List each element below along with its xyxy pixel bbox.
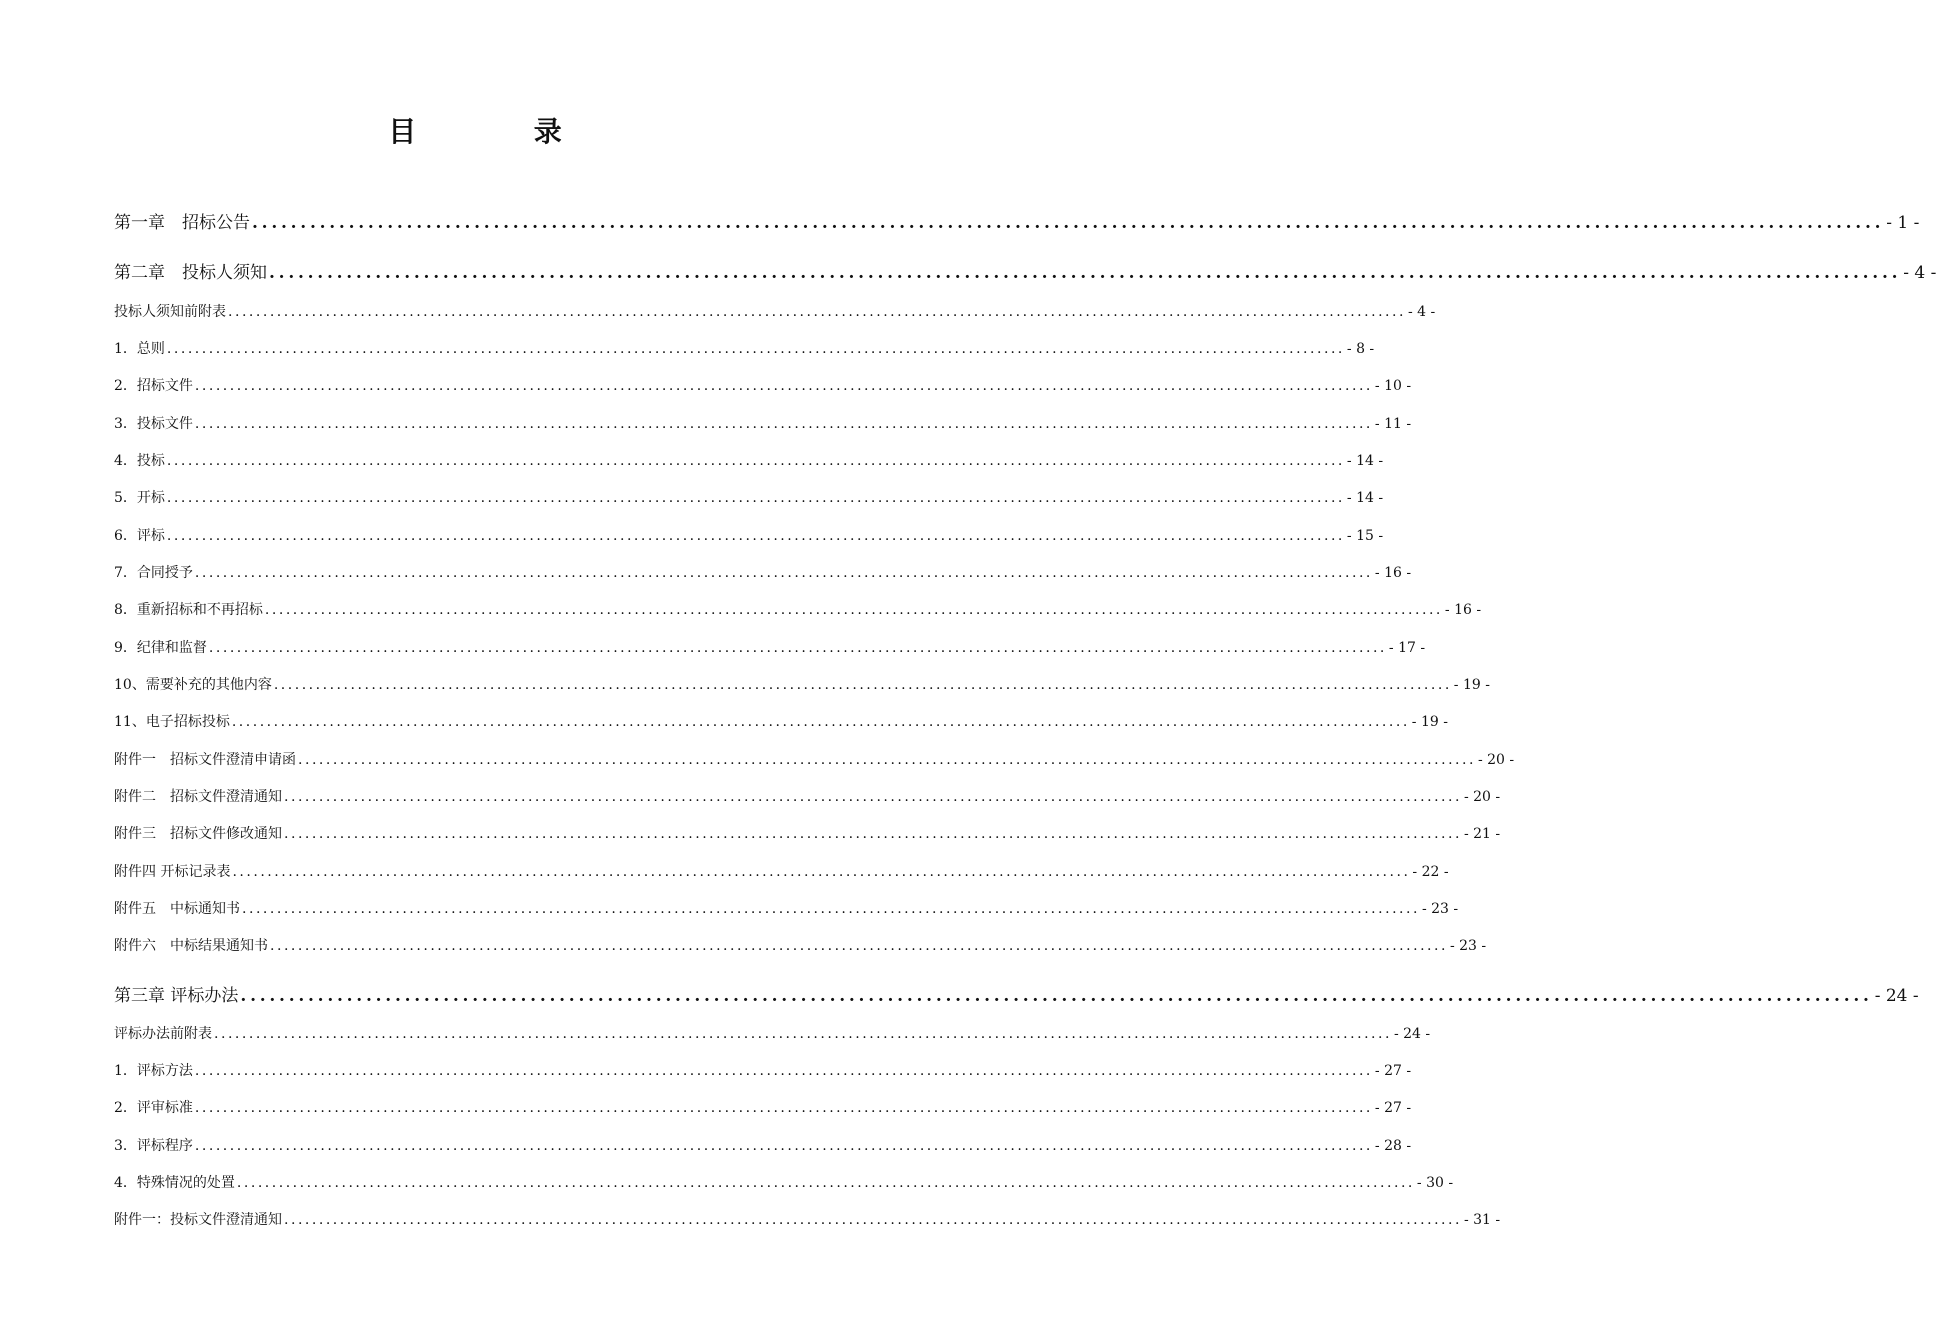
toc-leader-dots: ......................................................................................................................................................................... (269, 263, 1902, 283)
toc-entry-label: 2．招标文件 (114, 378, 193, 394)
toc-leader-dots: ......................................................................................................................................................................... (264, 602, 1443, 618)
toc-entry-page: - 17 - (1388, 640, 1426, 656)
toc-entry-label: 5．开标 (114, 490, 165, 506)
toc-entry-label: 4．投标 (114, 453, 165, 469)
toc-entry-label: 1．评标方法 (114, 1063, 193, 1079)
toc-leader-dots: ......................................................................................................................................................................... (273, 677, 1452, 693)
toc-entry[interactable] (114, 1135, 1412, 1157)
toc-entry-label: 附件五 中标通知书 (114, 901, 240, 917)
toc-leader-dots: ......................................................................................................................................................................... (284, 789, 1462, 805)
toc-entry-label: 11、电子招标投标 (114, 714, 230, 730)
toc-leader-dots: ......................................................................................................................................................................... (194, 565, 1373, 581)
toc-entry-label: 投标人须知前附表 (114, 304, 226, 320)
toc-leader-dots: ......................................................................................................................................................................... (194, 416, 1373, 432)
toc-entry-page: - 31 - (1463, 1212, 1501, 1228)
page-title: 目 录 (388, 115, 607, 148)
toc-entry[interactable] (114, 823, 1501, 845)
toc-entry-page: - 24 - (1393, 1026, 1431, 1042)
toc-entry-page: - 16 - (1374, 565, 1412, 581)
toc-entry-label: 2．评审标准 (114, 1100, 193, 1116)
toc-entry-page: - 28 - (1374, 1138, 1412, 1154)
toc-entry-page: - 8 - (1346, 341, 1375, 357)
toc-entry[interactable] (114, 637, 1426, 659)
toc-entry[interactable] (114, 711, 1448, 733)
toc-entry[interactable] (114, 375, 1412, 397)
toc-entry-page: - 10 - (1374, 378, 1412, 394)
toc-entry-label: 附件一：投标文件澄清通知 (114, 1212, 282, 1228)
toc-entry[interactable] (114, 1023, 1431, 1045)
toc-leader-dots: ......................................................................................................................................................................... (194, 1138, 1373, 1154)
toc-entry-page: - 27 - (1374, 1063, 1412, 1079)
toc-leader-dots: ......................................................................................................................................................................... (240, 986, 1873, 1006)
toc-entry[interactable] (114, 749, 1515, 771)
toc-leader-dots: ......................................................................................................................................................................... (194, 1063, 1373, 1079)
toc-leader-dots: ......................................................................................................................................................................... (232, 864, 1411, 880)
toc-entry-page: - 14 - (1346, 490, 1384, 506)
toc-entry[interactable] (114, 210, 1920, 236)
toc-entry-label: 3．评标程序 (114, 1138, 193, 1154)
toc-entry[interactable] (114, 786, 1501, 808)
toc-entry-label: 附件一 招标文件澄清申请函 (114, 752, 296, 768)
toc-entry-label: 10、需要补充的其他内容 (114, 677, 272, 693)
toc-entry-page: - 20 - (1477, 752, 1515, 768)
toc-entry[interactable] (114, 599, 1482, 621)
toc-entry-label: 第一章 招标公告 (114, 213, 250, 233)
toc-leader-dots: ......................................................................................................................................................................... (194, 378, 1373, 394)
toc-leader-dots: ......................................................................................................................................................................... (242, 901, 1420, 917)
toc-entry-label: 8．重新招标和不再招标 (114, 602, 263, 618)
toc-entry-page: - 21 - (1463, 826, 1501, 842)
toc-entry-page: - 19 - (1453, 677, 1490, 693)
toc-entry-label: 第二章 投标人须知 (114, 263, 267, 283)
toc-entry[interactable] (114, 674, 1490, 696)
toc-leader-dots: ......................................................................................................................................................................... (214, 1026, 1392, 1042)
toc-entry[interactable] (114, 861, 1449, 883)
toc-entry[interactable] (114, 1209, 1501, 1231)
toc-entry-label: 第三章 评标办法 (114, 986, 239, 1006)
toc-entry-page: - 1 - (1886, 213, 1920, 233)
toc-entry-label: 评标办法前附表 (114, 1026, 212, 1042)
toc-leader-dots: ......................................................................................................................................................................... (252, 213, 1885, 233)
toc-leader-dots: ......................................................................................................................................................................... (166, 453, 1345, 469)
toc-entry[interactable] (114, 898, 1459, 920)
toc-entry[interactable] (114, 338, 1375, 360)
toc-entry-page: - 15 - (1346, 528, 1384, 544)
toc-entry-page: - 22 - (1412, 864, 1449, 880)
toc-entry-label: 附件四 开标记录表 (114, 864, 231, 880)
toc-entry-label: 附件六 中标结果通知书 (114, 938, 268, 954)
toc-entry-label: 4．特殊情况的处置 (114, 1175, 235, 1191)
toc-leader-dots: ......................................................................................................................................................................... (284, 826, 1462, 842)
toc-entry-page: - 19 - (1411, 714, 1448, 730)
toc-entry-page: - 23 - (1449, 938, 1487, 954)
toc-leader-dots: ......................................................................................................................................................................... (166, 341, 1345, 357)
toc-entry-page: - 20 - (1463, 789, 1501, 805)
toc-leader-dots: ......................................................................................................................................................................... (270, 938, 1448, 954)
toc-leader-dots: ......................................................................................................................................................................... (298, 752, 1476, 768)
toc-entry[interactable] (114, 413, 1412, 435)
toc-entry[interactable] (114, 525, 1384, 547)
toc-entry-page: - 11 - (1374, 416, 1412, 432)
toc-entry-page: - 30 - (1416, 1175, 1454, 1191)
toc-entry[interactable] (114, 1097, 1412, 1119)
toc-leader-dots: ......................................................................................................................................................................... (236, 1175, 1415, 1191)
toc-entry-page: - 4 - (1407, 304, 1436, 320)
toc-entry[interactable] (114, 562, 1412, 584)
toc-entry-page: - 14 - (1346, 453, 1384, 469)
toc-entry-label: 3．投标文件 (114, 416, 193, 432)
toc-entry-label: 9．纪律和监督 (114, 640, 207, 656)
toc-entry-label: 1．总则 (114, 341, 165, 357)
toc-entry[interactable] (114, 1060, 1412, 1082)
toc-entry[interactable] (114, 487, 1384, 509)
toc-entry-page: - 24 - (1874, 986, 1919, 1006)
toc-entry-label: 附件二 招标文件澄清通知 (114, 789, 282, 805)
toc-entry-page: - 27 - (1374, 1100, 1412, 1116)
toc-entry-page: - 23 - (1421, 901, 1459, 917)
toc-entry[interactable] (114, 450, 1384, 472)
toc-leader-dots: ......................................................................................................................................................................... (228, 304, 1406, 320)
toc-entry-page: - 16 - (1444, 602, 1482, 618)
toc-leader-dots: ......................................................................................................................................................................... (194, 1100, 1373, 1116)
toc-leader-dots: ......................................................................................................................................................................... (231, 714, 1410, 730)
toc-entry[interactable] (114, 935, 1487, 957)
toc-entry[interactable] (114, 1172, 1454, 1194)
toc-entry-label: 6．评标 (114, 528, 165, 544)
toc-entry[interactable] (114, 260, 1936, 286)
toc-leader-dots: ......................................................................................................................................................................... (166, 490, 1345, 506)
toc-entry-page: - 4 - (1903, 263, 1936, 283)
toc-entry-label: 7．合同授予 (114, 565, 193, 581)
toc-entry[interactable] (114, 983, 1919, 1009)
toc-leader-dots: ......................................................................................................................................................................... (166, 528, 1345, 544)
toc-leader-dots: ......................................................................................................................................................................... (284, 1212, 1462, 1228)
toc-entry[interactable] (114, 301, 1436, 323)
toc-leader-dots: ......................................................................................................................................................................... (208, 640, 1387, 656)
toc-entry-label: 附件三 招标文件修改通知 (114, 826, 282, 842)
